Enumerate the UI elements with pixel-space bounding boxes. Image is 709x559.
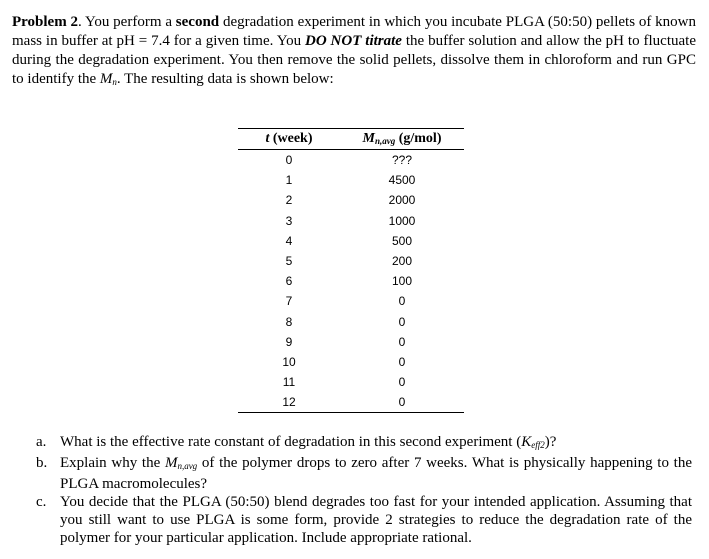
question-a: a. What is the effective rate constant of degradation in this second experiment $(K_{eff2})$?	[36, 434, 557, 450]
table-row	[238, 312, 464, 332]
col-header-mn: $M_{n,avg}$ (g/mol)	[340, 129, 464, 150]
table-row	[238, 251, 464, 271]
table-row	[238, 291, 464, 311]
cell-time: 1	[285, 173, 293, 188]
cell-time: 10	[282, 354, 296, 369]
problem-statement: Problem 2. You perform a second degradation experiment in which you incubate PLGA (50:50) pellets of known mass in buffer at pH = 7.4 for a given time. You DO NOT titrate the buffer solution and allow the pH to fluctuate during the degradation experiment. You then remove the solid pellets, dissolve them in chloroform and run GPC to identify the $M_n$. The resulting data is shown below:	[12, 14, 697, 87]
cell-mn: 0	[398, 334, 406, 349]
cell-mn: 2000	[388, 193, 416, 208]
table-row	[238, 211, 464, 231]
cell-time: 12	[238, 392, 340, 413]
table-body	[238, 150, 464, 413]
table-row	[238, 170, 464, 190]
cell-mn: 1000	[388, 213, 416, 228]
table-row	[238, 190, 464, 210]
table-row	[238, 271, 464, 291]
cell-time: 6	[285, 274, 293, 289]
cell-mn: 0	[398, 375, 406, 390]
cell-mn: 0	[398, 354, 406, 369]
data-table	[238, 128, 464, 413]
cell-time: 2	[285, 193, 293, 208]
table-row	[238, 372, 464, 392]
cell-mn: 500	[391, 233, 413, 248]
cell-time: 8	[285, 314, 293, 329]
table-row	[238, 332, 464, 352]
col-header-time: t (week)	[238, 129, 340, 150]
cell-time: 7	[285, 294, 293, 309]
cell-mn: 100	[391, 274, 413, 289]
cell-mn: 0	[398, 314, 406, 329]
cell-time: 3	[285, 213, 293, 228]
cell-time: 0	[285, 153, 293, 168]
cell-mn: 0	[398, 294, 406, 309]
cell-mn: ???	[391, 153, 413, 168]
table-row	[238, 352, 464, 372]
table-row	[238, 150, 464, 171]
table-header-row	[238, 129, 464, 150]
cell-time: 9	[285, 334, 293, 349]
question-list	[36, 433, 692, 547]
table-row	[238, 392, 464, 413]
cell-mn: 4500	[388, 173, 416, 188]
cell-time: 4	[285, 233, 293, 248]
problem-label: Problem 2	[12, 14, 79, 30]
cell-time: 5	[285, 254, 293, 269]
question-b: b. Explain why the $M_{n,avg}$ of the polymer drops to zero after 7 weeks. What is physically happening to the PLGA macromolecules?	[36, 455, 692, 492]
cell-mn: 200	[391, 254, 413, 269]
table-row	[238, 231, 464, 251]
cell-time: 11	[282, 375, 296, 390]
cell-mn: 0	[340, 392, 464, 413]
question-c: c. You decide that the PLGA (50:50) blend degrades too fast for your intended application. Assuming that you still want to use PLGA is some form, provide 2 strategies to reduce the degradation rate of the polymer for your particular application. Include appropriate rational.	[36, 494, 692, 546]
